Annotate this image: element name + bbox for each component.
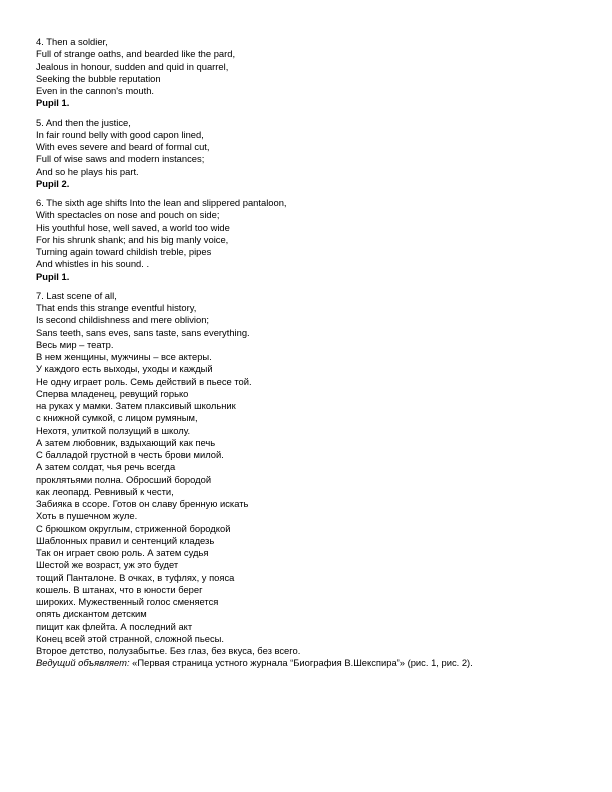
verse-line: Jealous in honour, sudden and quid in quarrel, (36, 60, 229, 72)
translation-line: Весь мир – театр. (36, 338, 114, 350)
translation-line: Сперва младенец, ревущий горько (36, 387, 189, 399)
translation-line: Нехотя, улиткой ползущий в школу. (36, 424, 191, 436)
translation-line: С брюшком округлым, стриженной бородкой (36, 522, 231, 534)
verse-line: Seeking the bubble reputation (36, 72, 161, 84)
translation-line: пищит как флейта. А последний акт (36, 620, 193, 632)
verse-line: 4. Then a soldier, (36, 36, 108, 47)
translation-line: широких. Мужественный голос сменяется (36, 596, 219, 607)
translation-line: с книжной сумкой, с лицом румяным, (36, 412, 198, 424)
translation-line: С балладой грустной в честь брови милой. (36, 449, 224, 460)
translation-line: как леопард. Ревнивый к чести, (36, 485, 174, 497)
translation-line: Второе детство, полузабытье. Без глаз, без вкуса, без всего. (36, 645, 301, 656)
verse-line: In fair round belly with good capon lined, (36, 128, 204, 140)
translation-line: на руках у мамки. Затем плаксивый школьник (36, 400, 236, 411)
speaker-label: Pupil 1. (36, 270, 70, 282)
verse-line: For his shrunk shank; and his big manly voice, (36, 233, 229, 245)
document-body (36, 36, 576, 670)
translation-line: Шестой же возраст, уж это будет (36, 559, 179, 571)
speaker-label: Pupil 1. (36, 97, 70, 109)
presenter-announcement: Ведущий объявляет: (36, 657, 130, 669)
verse-line: Sans teeth, sans eves, sans taste, sans everything. (36, 326, 250, 338)
translation-line: Конец всей этой странной, сложной пьесы. (36, 632, 224, 644)
translation-line: В нем женщины, мужчины – все актеры. (36, 351, 212, 362)
stanza-7 (36, 290, 576, 339)
translation-line: Так он играет свою роль. А затем судья (36, 547, 209, 558)
paragraph-gap (36, 190, 576, 197)
translation-line: Забияка в ссоре. Готов он славу бренную искать (36, 498, 249, 509)
verse-line: Full of wise saws and modern instances; (36, 153, 205, 165)
paragraph-gap (36, 110, 576, 117)
translation-line: тощий Панталоне. В очках, в туфлях, у пояса (36, 571, 235, 583)
verse-line: 6. The sixth age shifts Into the lean and slippered pantaloon, (36, 197, 287, 208)
stanza-4 (36, 36, 576, 110)
verse-line: That ends this strange eventful history, (36, 302, 197, 313)
verse-line: His youthful hose, well saved, a world too wide (36, 221, 230, 233)
verse-line: Full of strange oaths, and bearded like the pard, (36, 48, 236, 60)
stanza-5 (36, 117, 576, 191)
announcement-text: «Первая страница устного журнала “Биография В.Шекспира”» (рис. 1, рис. 2). (129, 657, 473, 669)
verse-line: 5. And then the justice, (36, 116, 131, 128)
translation-line: Не одну играет роль. Семь действий в пьесе той. (36, 375, 252, 387)
verse-line: Is second childishness and mere oblivion; (36, 314, 210, 326)
russian-translation (36, 339, 576, 658)
verse-line: With spectacles on nose and pouch on side; (36, 209, 220, 221)
translation-line: А затем любовник, вздыхающий как печь (36, 436, 216, 448)
translation-line: опять дискантом детским (36, 608, 147, 620)
verse-line: Turning again toward childish treble, pipes (36, 246, 212, 257)
translation-line: У каждого есть выходы, уходы и каждый (36, 363, 213, 375)
translation-line: Хоть в пушечном жуле. (36, 510, 138, 522)
verse-line: With eves severe and beard of formal cut, (36, 141, 210, 152)
verse-line: And whistles in his sound. . (36, 258, 150, 270)
paragraph-gap (36, 283, 576, 290)
speaker-label: Pupil 2. (36, 177, 70, 189)
stanza-6 (36, 197, 576, 283)
verse-line: And so he plays his part. (36, 165, 139, 177)
closing-line (36, 657, 576, 669)
translation-line: кошель. В штанах, что в юности берег (36, 583, 203, 595)
verse-line: Even in the cannon's mouth. (36, 85, 155, 96)
translation-line: проклятьями полна. Обросший бородой (36, 473, 212, 485)
verse-line: 7. Last scene of all, (36, 289, 117, 301)
translation-line: А затем солдат, чья речь всегда (36, 461, 176, 473)
translation-line: Шаблонных правил и сентенций кладезь (36, 534, 215, 546)
